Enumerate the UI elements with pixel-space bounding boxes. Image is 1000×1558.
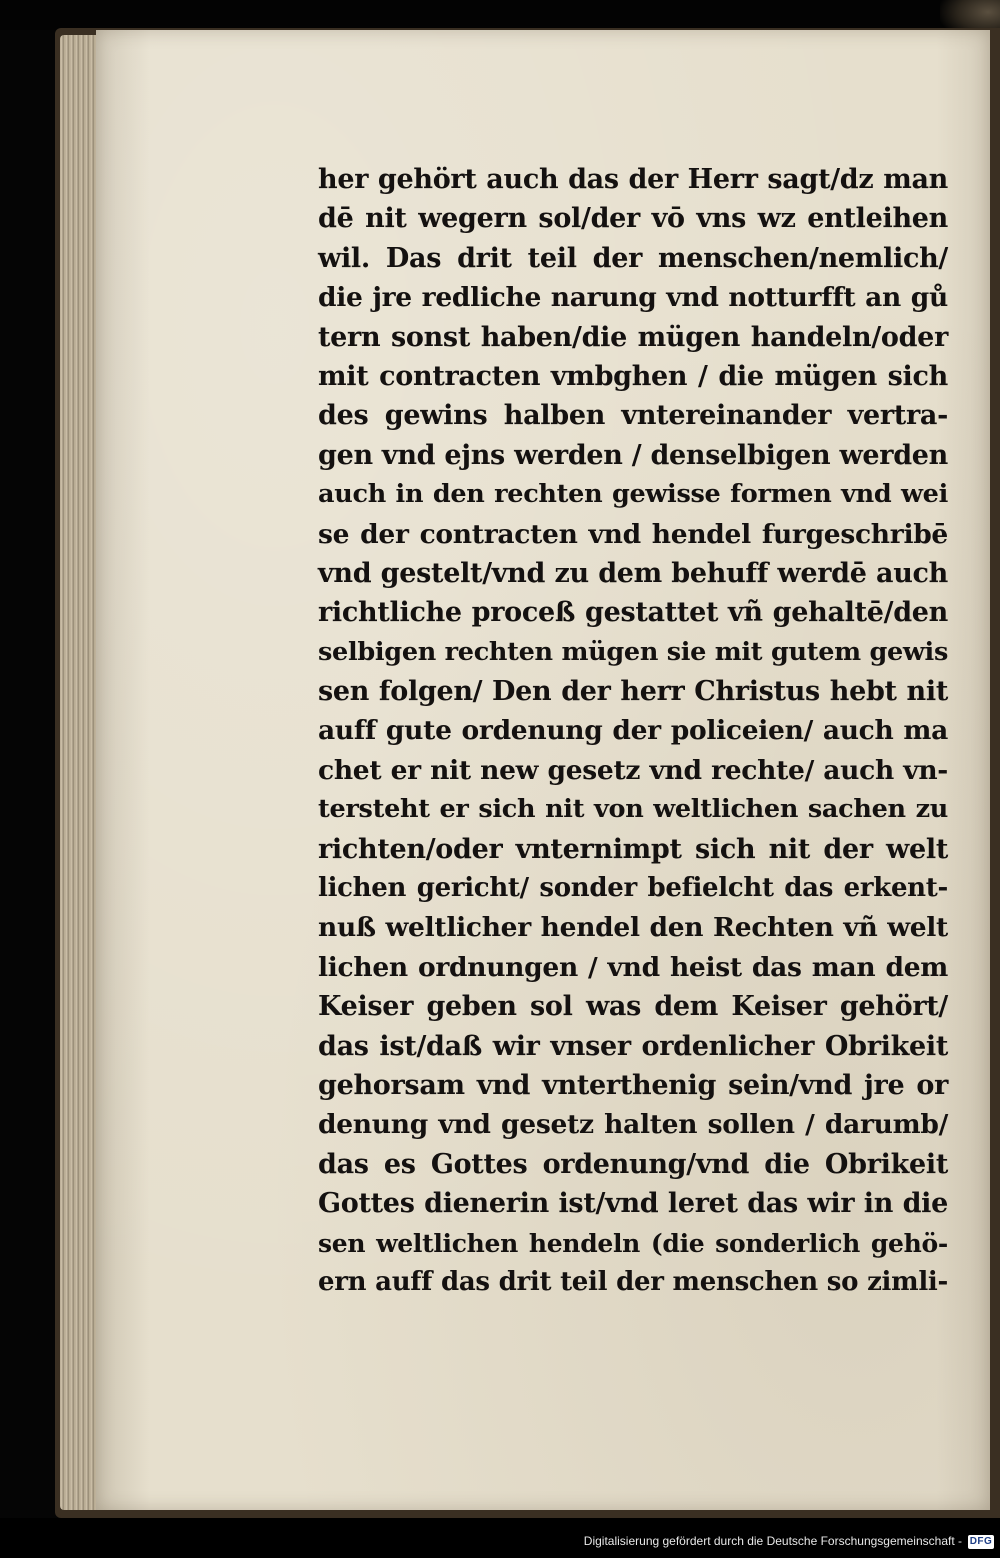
text-line: gen vnd ejns werden / denselbigen werden (318, 439, 948, 471)
text-line: sen weltlichen hendeln (die sonderlich gehö- (318, 1228, 948, 1258)
text-line: tern sonst haben/die mügen handeln/oder (318, 321, 948, 353)
text-line: mit contracten vmbghen / die mügen sich (318, 360, 948, 392)
text-line: das ist/daß wir vnser ordenlicher Obrikeit (318, 1030, 948, 1062)
footer-bar (0, 1518, 1000, 1558)
text-line: sen folgen/ Den der herr Christus hebt nit (318, 676, 948, 708)
text-line: denung vnd gesetz halten sollen / darumb/ (318, 1109, 948, 1141)
text-line: Gottes dienerin ist/vnd leret das wir in die (318, 1188, 948, 1220)
text-line: her gehört auch das der Herr sagt/dz man (318, 164, 948, 195)
text-line: auff gute ordenung der policeien/ auch ma (318, 715, 948, 747)
text-line: ern auff das drit teil der menschen so zimli- (318, 1266, 948, 1297)
text-line: richtliche proceß gestattet vñ gehaltē/den (318, 597, 948, 629)
text-line: Keiser geben sol was dem Keiser gehört/ (318, 991, 948, 1023)
dfg-logo: DFG (969, 1536, 993, 1547)
text-line: lichen ordnungen / vnd heist das man dem (318, 951, 948, 983)
text-line: die jre redliche narung vnd notturfft an gů (318, 282, 948, 314)
text-line: dē nit wegern sol/der vō vns wz entleihen (318, 203, 948, 235)
funding-credit: Digitalisierung gefördert durch die Deutsche Forschungsgemeinschaft - (583, 1534, 962, 1548)
page-text (318, 160, 948, 1302)
text-line: das es Gottes ordenung/vnd die Obrikeit (318, 1148, 948, 1180)
text-line: vnd gestelt/vnd zu dem behuff werdē auch (318, 557, 948, 589)
text-line: richten/oder vnternimpt sich nit der welt (318, 833, 948, 865)
text-line: lichen gericht/ sonder befielcht das erkent- (318, 873, 948, 904)
text-line: se der contracten vnd hendel furgeschribē (318, 518, 948, 550)
text-line: tersteht er sich nit von weltlichen sachen zu (318, 794, 948, 825)
text-line: des gewins halben vntereinander vertra- (318, 400, 948, 432)
text-line: nuß weltlicher hendel den Rechten vñ welt (318, 912, 948, 944)
text-line: gehorsam vnd vnterthenig sein/vnd jre or (318, 1069, 948, 1101)
text-line: selbigen rechten mügen sie mit gutem gewis (318, 636, 948, 667)
text-line: chet er nit new gesetz vnd rechte/ auch vn- (318, 754, 948, 786)
text-line: wil. Das drit teil der menschen/nemlich/ (318, 242, 948, 274)
scan-top-border (0, 0, 1000, 30)
page-edges (60, 35, 100, 1510)
text-line: auch in den rechten gewisse formen vnd wei (318, 479, 948, 510)
